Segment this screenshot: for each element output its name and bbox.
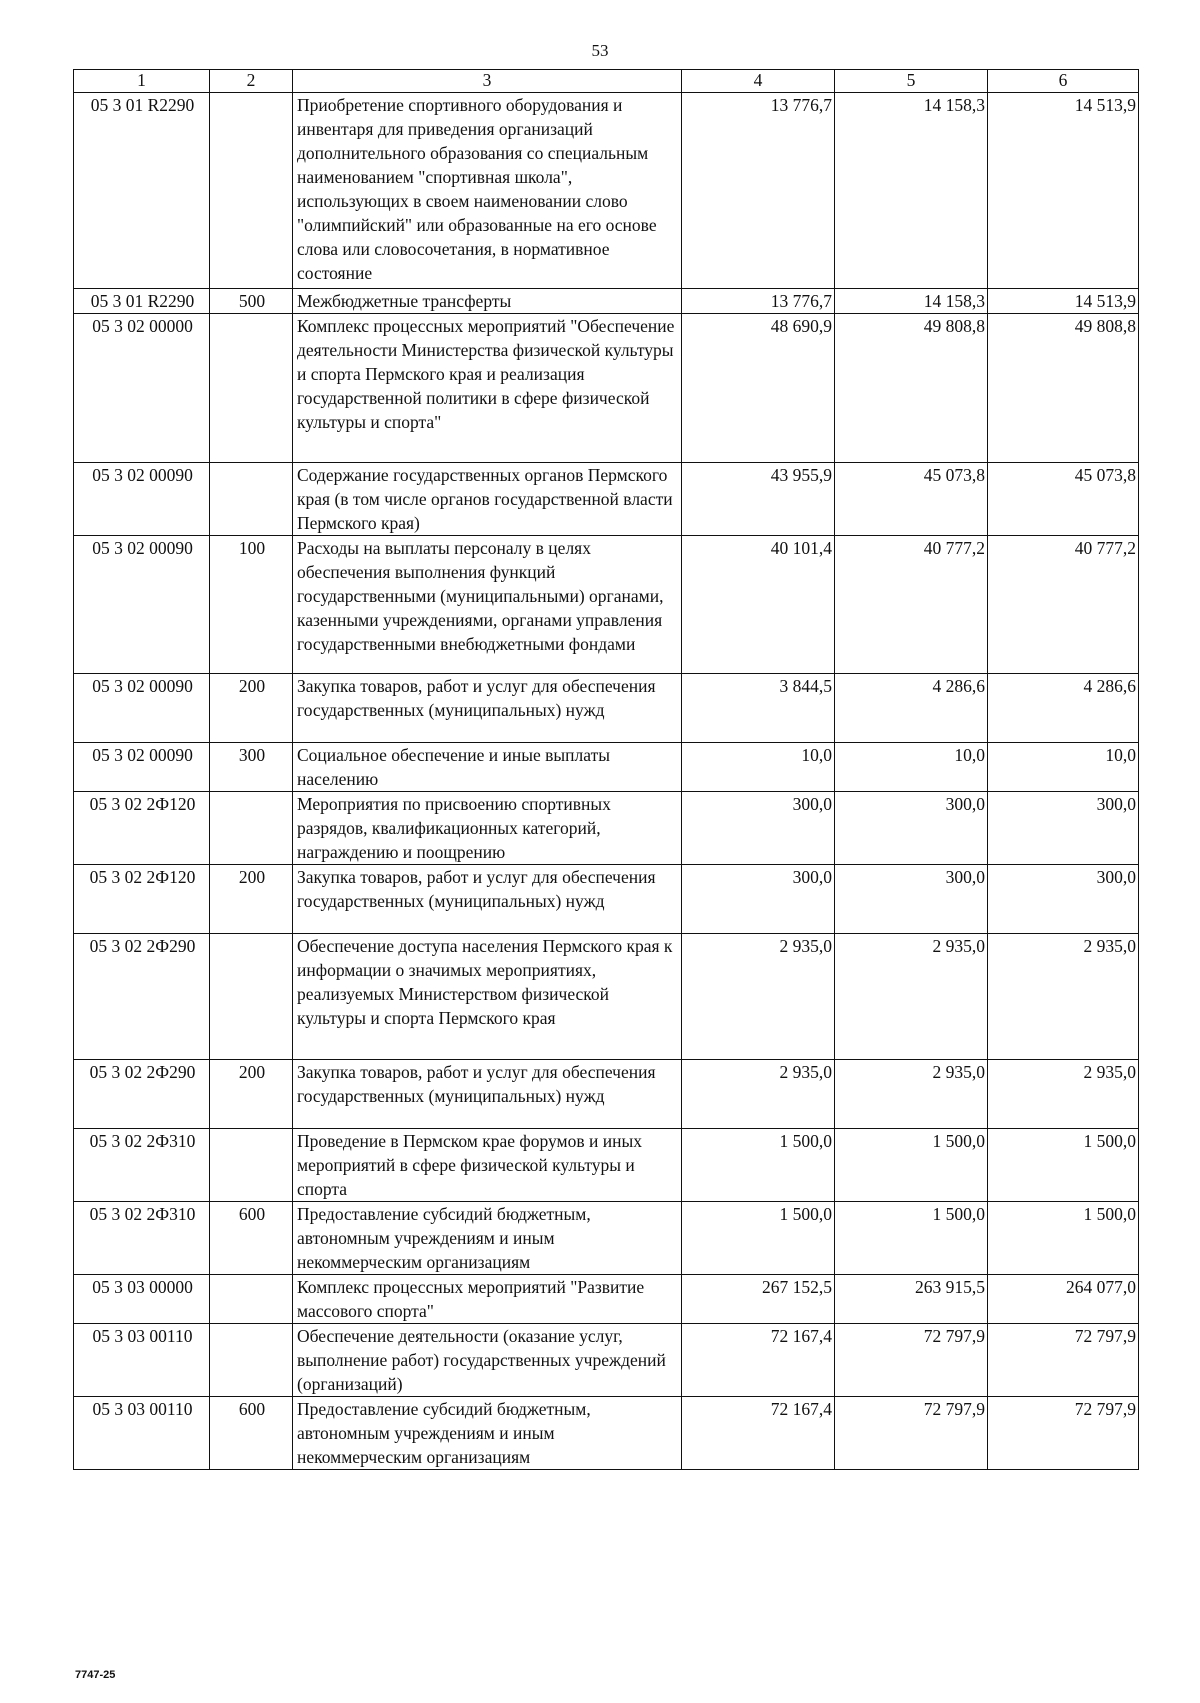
item-name: Проведение в Пермском крае форумов и иных мероприятий в сфере физической культуры и спорта	[293, 1129, 682, 1202]
table-row	[74, 865, 1139, 934]
amount-col-4: 72 167,4	[682, 1324, 835, 1397]
expense-type-code	[210, 93, 293, 289]
expense-type-code	[210, 1129, 293, 1202]
item-name: Содержание государственных органов Пермского края (в том числе органов государственной власти Пермского края)	[293, 463, 682, 536]
item-name: Закупка товаров, работ и услуг для обеспечения государственных (муниципальных) нужд	[293, 865, 682, 934]
amount-col-5: 45 073,8	[835, 463, 988, 536]
amount-col-4: 300,0	[682, 792, 835, 865]
amount-col-6: 72 797,9	[988, 1324, 1139, 1397]
budget-code: 05 3 02 00000	[74, 314, 210, 463]
expense-type-code: 300	[210, 743, 293, 792]
column-header-6: 6	[988, 70, 1139, 93]
amount-col-6: 2 935,0	[988, 934, 1139, 1060]
amount-col-5: 14 158,3	[835, 93, 988, 289]
table-row	[74, 314, 1139, 463]
item-name: Приобретение спортивного оборудования и инвентаря для приведения организаций дополнительного образования со специальным наименованием "спортивная школа", использующих в своем наименовании слово "олимпийский" или образованные на его основе слова или словосочетания, в нормативное состояние	[293, 93, 682, 289]
amount-col-4: 2 935,0	[682, 934, 835, 1060]
item-name: Предоставление субсидий бюджетным, автономным учреждениям и иным некоммерческим организациям	[293, 1397, 682, 1470]
amount-col-5: 1 500,0	[835, 1129, 988, 1202]
column-header-5: 5	[835, 70, 988, 93]
amount-col-6: 14 513,9	[988, 93, 1139, 289]
budget-code: 05 3 02 00090	[74, 743, 210, 792]
budget-code: 05 3 01 R2290	[74, 93, 210, 289]
expense-type-code: 600	[210, 1202, 293, 1275]
table-row	[74, 1324, 1139, 1397]
item-name: Социальное обеспечение и иные выплаты населению	[293, 743, 682, 792]
budget-code: 05 3 02 00090	[74, 674, 210, 743]
table-row	[74, 93, 1139, 289]
table-row	[74, 1060, 1139, 1129]
amount-col-4: 72 167,4	[682, 1397, 835, 1470]
expense-type-code	[210, 314, 293, 463]
table-row	[74, 536, 1139, 674]
amount-col-4: 43 955,9	[682, 463, 835, 536]
item-name: Расходы на выплаты персоналу в целях обеспечения выполнения функций государственными (муниципальными) органами, казенными учреждениями, органами управления государственными внебюджетными фондами	[293, 536, 682, 674]
amount-col-6: 10,0	[988, 743, 1139, 792]
table-row	[74, 674, 1139, 743]
amount-col-5: 14 158,3	[835, 289, 988, 314]
amount-col-6: 72 797,9	[988, 1397, 1139, 1470]
table-row	[74, 1202, 1139, 1275]
amount-col-6: 2 935,0	[988, 1060, 1139, 1129]
item-name: Обеспечение деятельности (оказание услуг, выполнение работ) государственных учреждений (организаций)	[293, 1324, 682, 1397]
item-name: Комплекс процессных мероприятий "Развитие массового спорта"	[293, 1275, 682, 1324]
amount-col-4: 267 152,5	[682, 1275, 835, 1324]
amount-col-5: 40 777,2	[835, 536, 988, 674]
amount-col-4: 300,0	[682, 865, 835, 934]
budget-code: 05 3 03 00110	[74, 1324, 210, 1397]
amount-col-6: 45 073,8	[988, 463, 1139, 536]
expense-type-code: 100	[210, 536, 293, 674]
amount-col-5: 2 935,0	[835, 934, 988, 1060]
amount-col-6: 4 286,6	[988, 674, 1139, 743]
amount-col-4: 40 101,4	[682, 536, 835, 674]
column-header-3: 3	[293, 70, 682, 93]
budget-code: 05 3 02 2Ф120	[74, 865, 210, 934]
item-name: Обеспечение доступа населения Пермского края к информации о значимых мероприятиях, реализуемых Министерством физической культуры и спорта Пермского края	[293, 934, 682, 1060]
expense-type-code	[210, 934, 293, 1060]
item-name: Мероприятия по присвоению спортивных разрядов, квалификационных категорий, награждению и поощрению	[293, 792, 682, 865]
expense-type-code	[210, 463, 293, 536]
amount-col-5: 263 915,5	[835, 1275, 988, 1324]
table-row	[74, 289, 1139, 314]
column-header-2: 2	[210, 70, 293, 93]
table-header-row	[74, 70, 1139, 93]
amount-col-4: 3 844,5	[682, 674, 835, 743]
table-row	[74, 1397, 1139, 1470]
budget-code: 05 3 03 00000	[74, 1275, 210, 1324]
column-header-4: 4	[682, 70, 835, 93]
document-code: 7747-25	[75, 1669, 116, 1681]
amount-col-4: 2 935,0	[682, 1060, 835, 1129]
budget-code: 05 3 02 2Ф290	[74, 1060, 210, 1129]
budget-code: 05 3 02 2Ф310	[74, 1129, 210, 1202]
expense-type-code: 200	[210, 674, 293, 743]
amount-col-4: 13 776,7	[682, 93, 835, 289]
table-row	[74, 792, 1139, 865]
amount-col-5: 4 286,6	[835, 674, 988, 743]
amount-col-4: 13 776,7	[682, 289, 835, 314]
amount-col-4: 48 690,9	[682, 314, 835, 463]
budget-code: 05 3 02 2Ф120	[74, 792, 210, 865]
amount-col-4: 1 500,0	[682, 1129, 835, 1202]
amount-col-5: 72 797,9	[835, 1324, 988, 1397]
expense-type-code: 200	[210, 1060, 293, 1129]
amount-col-4: 1 500,0	[682, 1202, 835, 1275]
budget-code: 05 3 01 R2290	[74, 289, 210, 314]
amount-col-5: 1 500,0	[835, 1202, 988, 1275]
amount-col-5: 10,0	[835, 743, 988, 792]
amount-col-6: 1 500,0	[988, 1129, 1139, 1202]
amount-col-5: 300,0	[835, 792, 988, 865]
expense-type-code: 500	[210, 289, 293, 314]
budget-code: 05 3 02 00090	[74, 536, 210, 674]
item-name: Закупка товаров, работ и услуг для обеспечения государственных (муниципальных) нужд	[293, 1060, 682, 1129]
amount-col-5: 49 808,8	[835, 314, 988, 463]
page-number: 53	[591, 41, 609, 60]
item-name: Закупка товаров, работ и услуг для обеспечения государственных (муниципальных) нужд	[293, 674, 682, 743]
item-name: Межбюджетные трансферты	[293, 289, 682, 314]
table-row	[74, 1275, 1139, 1324]
expense-type-code: 200	[210, 865, 293, 934]
table-row	[74, 1129, 1139, 1202]
expense-type-code	[210, 1275, 293, 1324]
item-name: Предоставление субсидий бюджетным, автономным учреждениям и иным некоммерческим организациям	[293, 1202, 682, 1275]
table-row	[74, 463, 1139, 536]
amount-col-6: 264 077,0	[988, 1275, 1139, 1324]
budget-code: 05 3 02 00090	[74, 463, 210, 536]
budget-code: 05 3 02 2Ф310	[74, 1202, 210, 1275]
column-header-1: 1	[74, 70, 210, 93]
amount-col-6: 40 777,2	[988, 536, 1139, 674]
budget-code: 05 3 03 00110	[74, 1397, 210, 1470]
amount-col-5: 72 797,9	[835, 1397, 988, 1470]
amount-col-5: 300,0	[835, 865, 988, 934]
amount-col-6: 14 513,9	[988, 289, 1139, 314]
expense-type-code	[210, 792, 293, 865]
table-row	[74, 743, 1139, 792]
amount-col-4: 10,0	[682, 743, 835, 792]
table-row	[74, 934, 1139, 1060]
budget-code: 05 3 02 2Ф290	[74, 934, 210, 1060]
amount-col-6: 300,0	[988, 792, 1139, 865]
amount-col-6: 1 500,0	[988, 1202, 1139, 1275]
expense-type-code: 600	[210, 1397, 293, 1470]
amount-col-6: 49 808,8	[988, 314, 1139, 463]
budget-table	[73, 69, 1139, 1470]
expense-type-code	[210, 1324, 293, 1397]
amount-col-5: 2 935,0	[835, 1060, 988, 1129]
item-name: Комплекс процессных мероприятий "Обеспечение деятельности Министерства физической культуры и спорта Пермского края и реализация государственной политики в сфере физической культуры и спорта"	[293, 314, 682, 463]
amount-col-6: 300,0	[988, 865, 1139, 934]
